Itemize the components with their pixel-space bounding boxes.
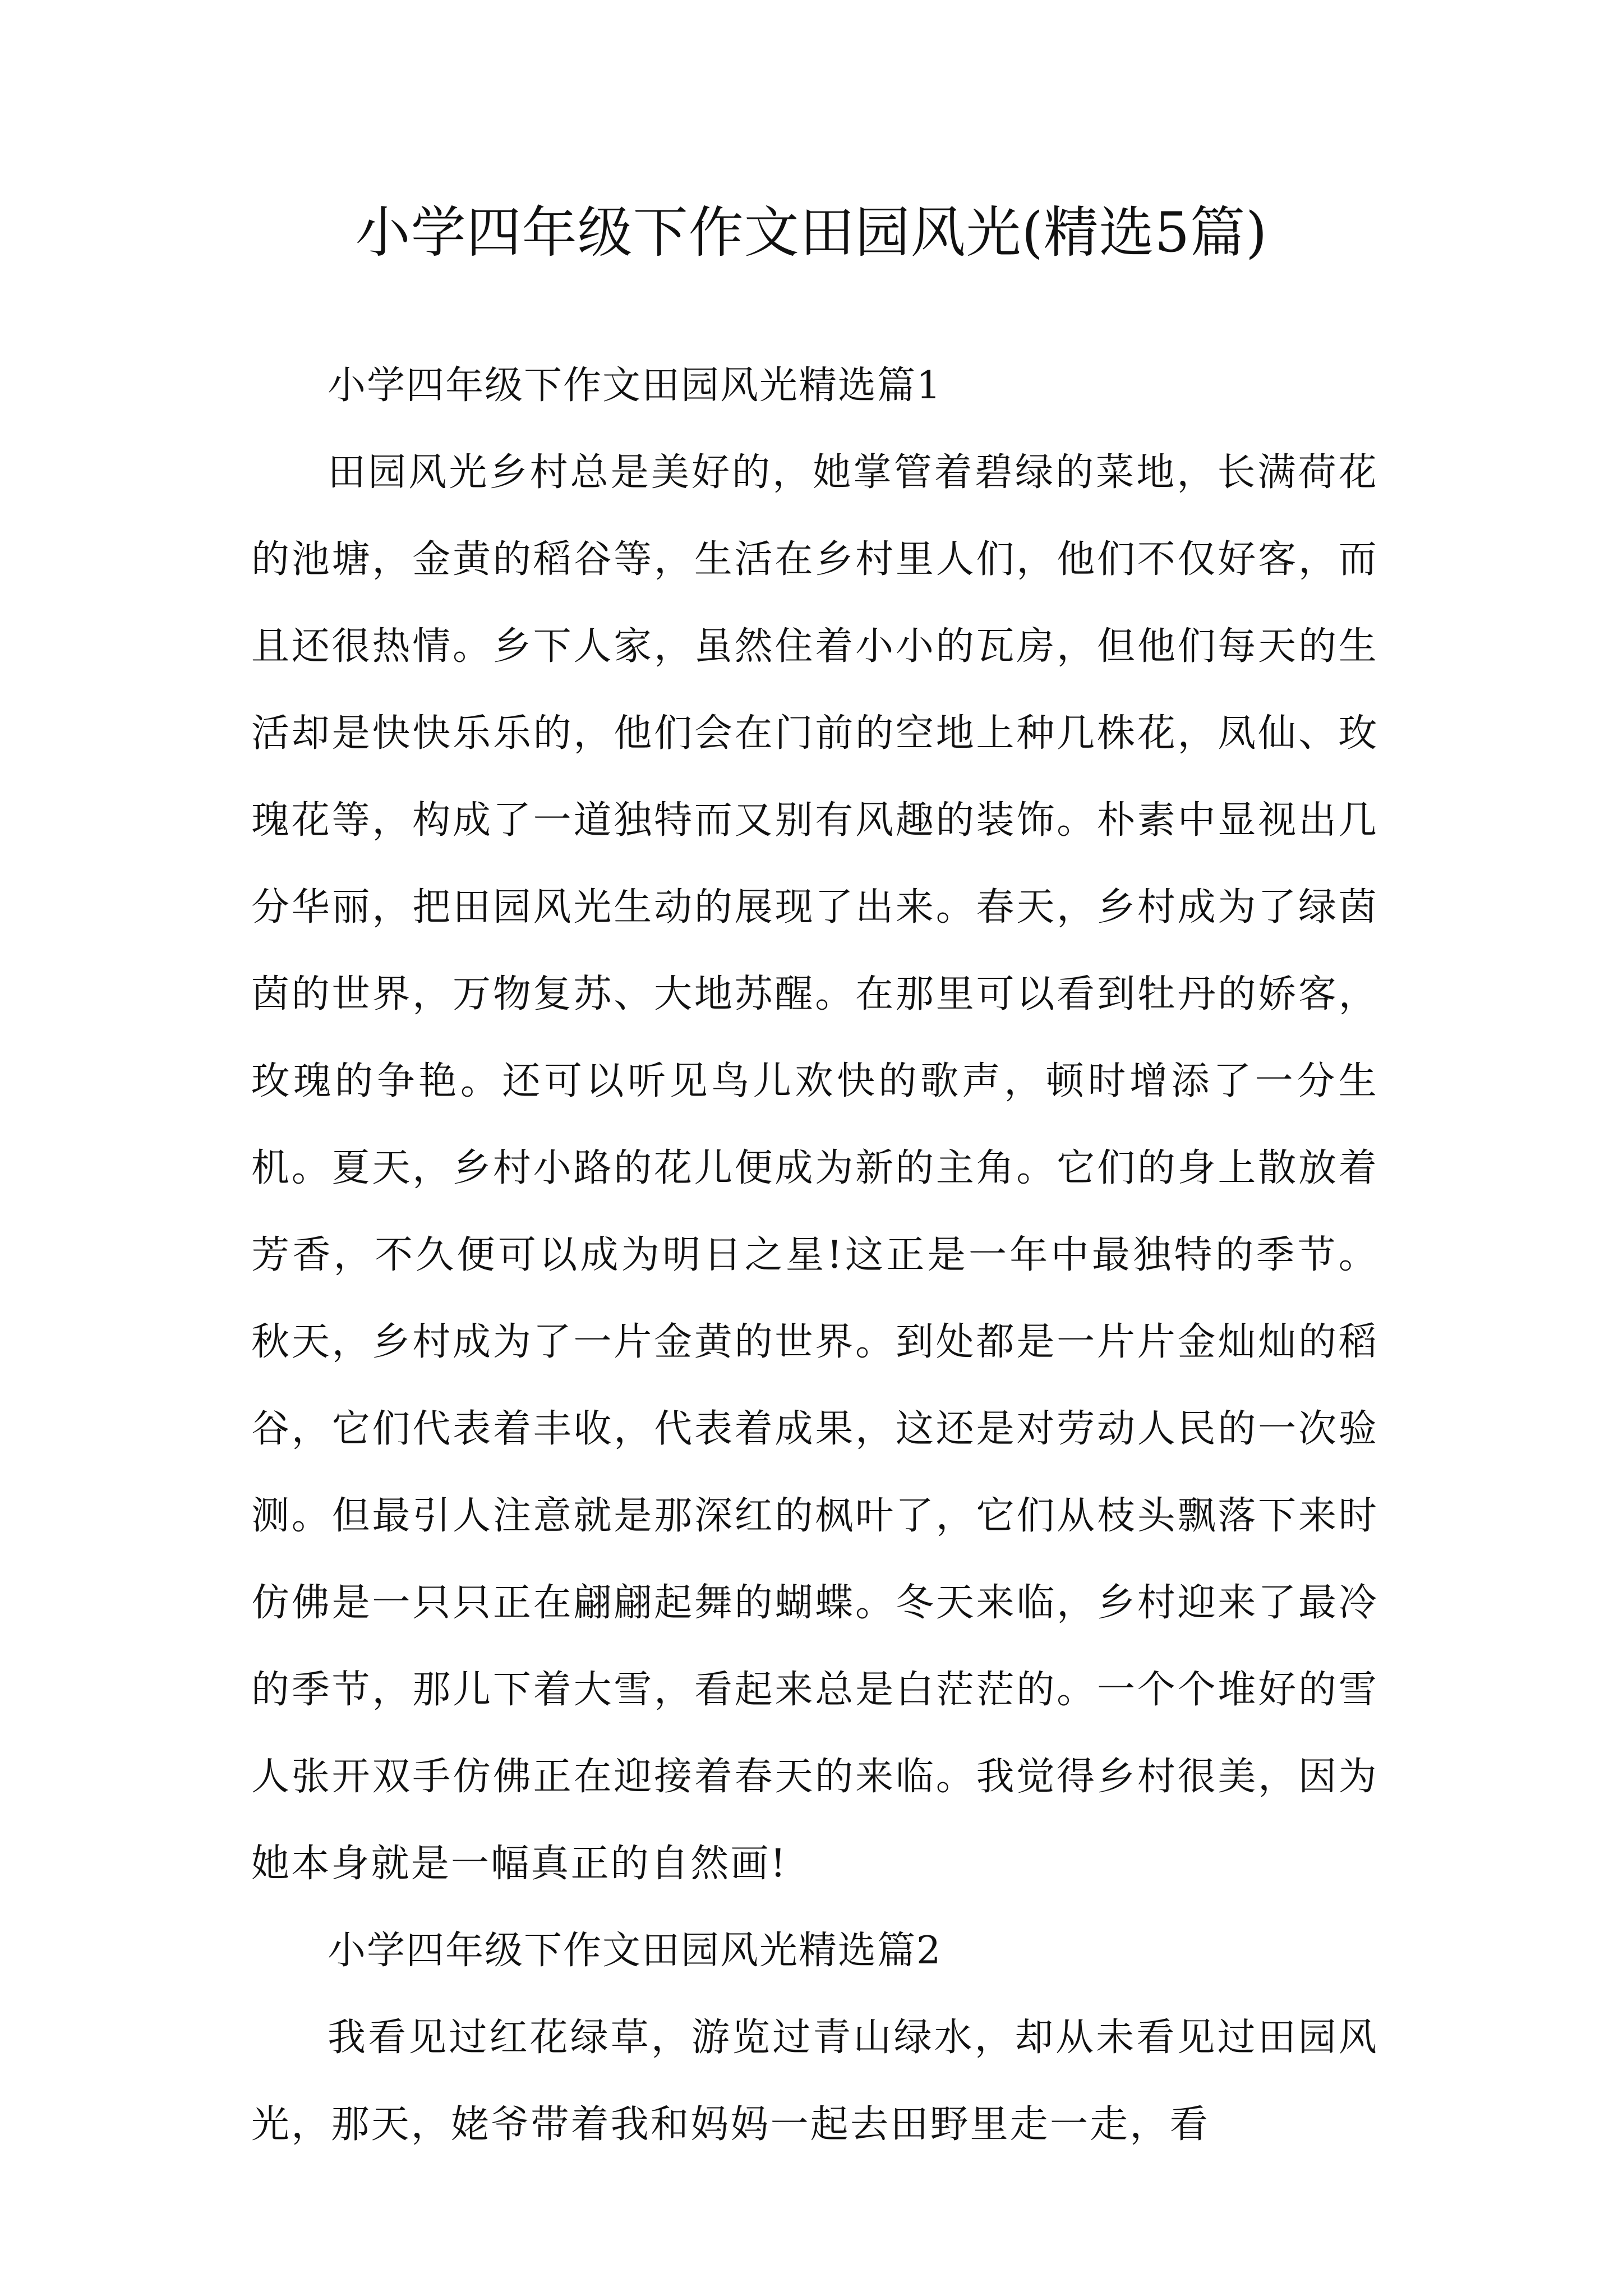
document-body	[251, 342, 1378, 2168]
document-title: 小学四年级下作文田园风光(精选5篇)	[355, 201, 1268, 265]
section-heading: 小学四年级下作文田园风光精选篇2	[328, 1929, 942, 1973]
body-paragraph: 田园风光乡村总是美好的，她掌管着碧绿的菜地，长满荷花的池塘，金黄的稻谷等，生活在乡村里人们，他们不仅好客，而且还很热情。乡下人家，虽然住着小小的瓦房，但他们每天的生活却是快快乐乐的，他们会在门前的空地上种几株花，凤仙、玫瑰花等，构成了一道独特而又别有风趣的装饰。朴素中显视出几分华丽，把田园风光生动的展现了出来。春天，乡村成为了绿茵茵的世界，万物复苏、大地苏醒。在那里可以看到牡丹的娇客，玫瑰的争艳。还可以听见鸟儿欢快的歌声，顿时增添了一分生机。夏天，乡村小路的花儿便成为新的主角。它们的身上散放着芳香，不久便可以成为明日之星!这正是一年中最独特的季节。秋天，乡村成为了一片金黄的世界。到处都是一片片金灿灿的稻谷，它们代表着丰收，代表着成果，这还是对劳动人民的一次验测。但最引人注意就是那深红的枫叶了，它们从枝头飘落下来时仿佛是一只只正在翩翩起舞的蝴蝶。冬天来临，乡村迎来了最冷的季节，那儿下着大雪，看起来总是白茫茫的。一个个堆好的雪人张开双手仿佛正在迎接着春天的来临。我觉得乡村很美，因为她本身就是一幅真正的自然画!	[251, 450, 1378, 1886]
section-heading: 小学四年级下作文田园风光精选篇1	[328, 364, 942, 408]
body-paragraph: 我看见过红花绿草，游览过青山绿水，却从未看见过田园风光，那天，姥爷带着我和妈妈一起去田野里走一走，看	[251, 2016, 1378, 2147]
